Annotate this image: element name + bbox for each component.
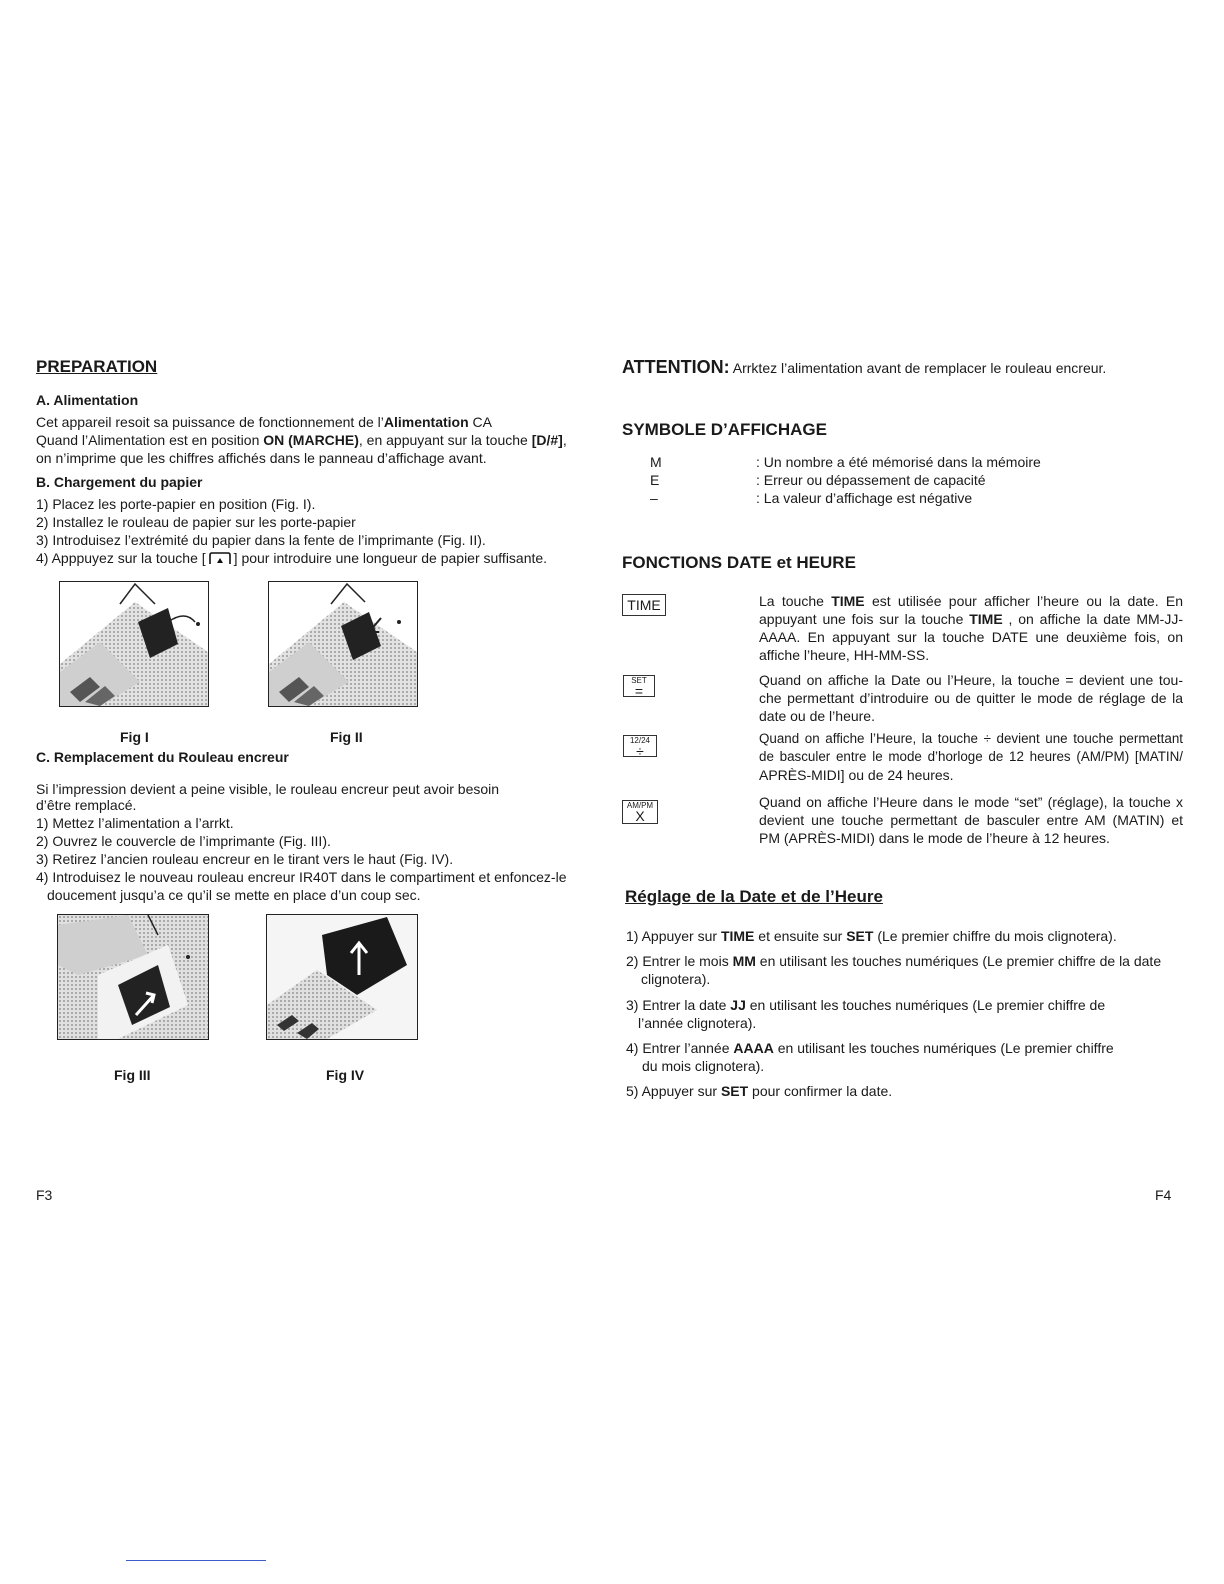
text-span: Cet appareil resoit sa puissance de fonctionnement de l’	[36, 414, 384, 430]
section-a-line-3: on n’imprime que les chiffres affichés dans le panneau d’affichage avant.	[36, 450, 487, 466]
section-b-item: 3) Introduisez l’extrémité du papier dans la fente de l’imprimante (Fig. II).	[36, 532, 486, 548]
bold-span: SET	[846, 928, 874, 944]
desc-line: date ou de l’heure.	[759, 708, 875, 724]
desc-line: affiche l’heure, HH-MM-SS.	[759, 647, 930, 663]
preparation-title: PREPARATION	[36, 357, 158, 376]
step-2-cont: clignotera).	[641, 971, 711, 987]
step-4	[626, 1039, 1114, 1057]
section-c-item: 4) Introduisez le nouveau rouleau encreur IR40T dans le compartiment et enfoncez-le	[36, 869, 567, 885]
text-span: appuyant une fois sur la touche	[759, 611, 970, 627]
step-5	[626, 1082, 892, 1100]
text-span: 1) Appuyer sur	[626, 928, 721, 944]
desc-line: de basculer entre le mode d’horloge de 12 heures (AM/PM) [MATIN/	[759, 749, 1183, 764]
time-key-description	[759, 592, 1183, 664]
time-key-icon: TIME	[622, 594, 666, 616]
step-3-cont: l’année clignotera).	[638, 1015, 757, 1031]
text-span: CA	[468, 414, 492, 430]
symbol-code: –	[650, 490, 658, 506]
text-span: , on affiche la date MM-JJ-	[1002, 611, 1184, 627]
reglage-heading: Réglage de la Date et de l’Heure	[625, 887, 883, 906]
figure-i-caption: Fig I	[120, 729, 149, 745]
text-span: 4) Apppuyez sur la touche [	[36, 550, 206, 566]
desc-line: AAAA. En appuyant sur la touche DATE une deuxième fois, on	[759, 629, 1183, 645]
symbol-desc: : Erreur ou dépassement de capacité	[756, 472, 986, 488]
attention-label: ATTENTION:	[622, 357, 730, 377]
figure-iv-image	[266, 914, 418, 1040]
section-c-item: 2) Ouvrez le couvercle de l’imprimante (Fig. III).	[36, 833, 331, 849]
section-c-item: 1) Mettez l’alimentation a l’arrkt.	[36, 815, 234, 831]
page-number-right: F4	[1155, 1187, 1172, 1203]
symbol-desc: : Un nombre a été mémorisé dans la mémoire	[756, 454, 1041, 470]
step-1	[626, 927, 1117, 945]
desc-line: Quand on affiche la Date ou l’Heure, la touche = devient une tou-	[759, 672, 1183, 688]
section-c-item-cont: doucement jusqu’a ce qu’il se mette en place d’un coup sec.	[47, 887, 421, 903]
text-span: 2) Entrer le mois	[626, 953, 733, 969]
text-span: pour confirmer la date.	[748, 1083, 893, 1099]
section-a-heading: A. Alimentation	[36, 392, 139, 408]
key-top: SET	[631, 676, 647, 685]
attention-note	[622, 357, 1106, 378]
section-b-item: 1) Placez les porte-papier en position (Fig. I).	[36, 496, 316, 512]
key-top: AM/PM	[626, 801, 654, 810]
section-b-heading: B. Chargement du papier	[36, 474, 203, 490]
bold-span: MM	[732, 953, 756, 969]
ampm-key-icon	[622, 800, 658, 824]
decorative-rule	[126, 1560, 266, 1561]
figure-i-image	[59, 581, 209, 707]
desc-line	[759, 592, 1183, 610]
section-c-intro: d’être remplacé.	[36, 797, 137, 813]
bold-span: JJ	[730, 997, 746, 1013]
key-bottom: =	[634, 683, 644, 699]
figure-ii-image	[268, 581, 418, 707]
desc-line: che permettant d’introduire ou de quitter le mode de réglage de la	[759, 690, 1183, 706]
bold-span: AAAA	[733, 1040, 774, 1056]
symbol-desc: : La valeur d’affichage est négative	[756, 490, 973, 506]
attention-text: Arrktez l’alimentation avant de remplacer le rouleau encreur.	[729, 360, 1107, 376]
section-a-line-1	[36, 413, 492, 431]
desc-line	[759, 610, 1183, 628]
text-span: en utilisant les touches numériques (Le premier chiffre de	[745, 997, 1106, 1013]
figure-iii-caption: Fig III	[114, 1067, 151, 1083]
bold-span: TIME	[720, 928, 755, 944]
step-3	[626, 996, 1105, 1014]
step-2	[626, 952, 1161, 970]
section-a-line-2	[36, 431, 567, 449]
text-span: Quand l’Alimentation est en position	[36, 432, 264, 448]
text-span: La touche	[759, 593, 832, 609]
bold-span: ON (MARCHE)	[263, 432, 359, 448]
key-bottom: ÷	[636, 743, 644, 759]
text-span: 5) Appuyer sur	[626, 1083, 721, 1099]
bold-span: SET	[720, 1083, 749, 1099]
paper-feed-icon	[208, 551, 232, 569]
section-c-item: 3) Retirez l’ancien rouleau encreur en le tirant vers le haut (Fig. IV).	[36, 851, 454, 867]
text-span: en utilisant les touches numériques (Le premier chiffre	[773, 1040, 1114, 1056]
ampm-key-description	[759, 793, 1183, 847]
text-span: ] pour introduire une longueur de papier suffisante.	[233, 550, 548, 566]
bold-span: TIME	[969, 611, 1003, 627]
bold-span: Alimentation	[383, 414, 469, 430]
text-span: et ensuite sur	[754, 928, 847, 944]
set-key-description	[759, 671, 1183, 725]
set-key-icon	[623, 675, 655, 697]
figure-iii-image	[57, 914, 209, 1040]
figure-iv-caption: Fig IV	[326, 1067, 365, 1083]
text-span: ,	[562, 432, 567, 448]
section-c-heading: C. Remplacement du Rouleau encreur	[36, 749, 289, 765]
section-b-item: 2) Installez le rouleau de papier sur les porte-papier	[36, 514, 356, 530]
desc-line: devient une touche permettant de basculer entre AM (MATIN) et	[759, 812, 1183, 828]
step-4-cont: du mois clignotera).	[642, 1058, 765, 1074]
symbols-heading: SYMBOLE D’AFFICHAGE	[622, 420, 827, 439]
text-span: 3) Entrer la date	[626, 997, 731, 1013]
key-bottom: X	[635, 808, 645, 824]
text-span: , en appuyant sur la touche	[358, 432, 532, 448]
hour-mode-key-icon	[623, 735, 657, 757]
symbol-code: M	[650, 454, 662, 470]
text-span: (Le premier chiffre du mois clignotera).	[873, 928, 1117, 944]
page-number-left: F3	[36, 1187, 53, 1203]
symbol-code: E	[650, 472, 660, 488]
bold-span: TIME	[831, 593, 865, 609]
text-span: est utilisée pour afficher l’heure ou la date. En	[864, 593, 1183, 609]
figure-ii-caption: Fig II	[330, 729, 363, 745]
desc-line: APRÈS-MIDI] ou de 24 heures.	[759, 767, 954, 783]
functions-heading: FONCTIONS DATE et HEURE	[622, 553, 856, 572]
desc-line: Quand on affiche l’Heure, la touche ÷ devient une touche permettant	[759, 731, 1183, 746]
text-span: en utilisant les touches numériques (Le premier chiffre de la date	[755, 953, 1162, 969]
section-c-intro: Si l’impression devient a peine visible, le rouleau encreur peut avoir besoin	[36, 781, 500, 797]
desc-line: PM (APRÈS-MIDI) dans le mode de l’heure à 12 heures.	[759, 830, 1110, 846]
hour-mode-key-description	[759, 730, 1183, 784]
text-span: 4) Entrer l’année	[626, 1040, 734, 1056]
key-top: 12/24	[629, 736, 651, 745]
desc-line: Quand on affiche l’Heure dans le mode “set” (réglage), la touche x	[759, 794, 1183, 810]
section-b-item-4	[36, 549, 547, 569]
key-span: [D/#]	[531, 432, 563, 448]
